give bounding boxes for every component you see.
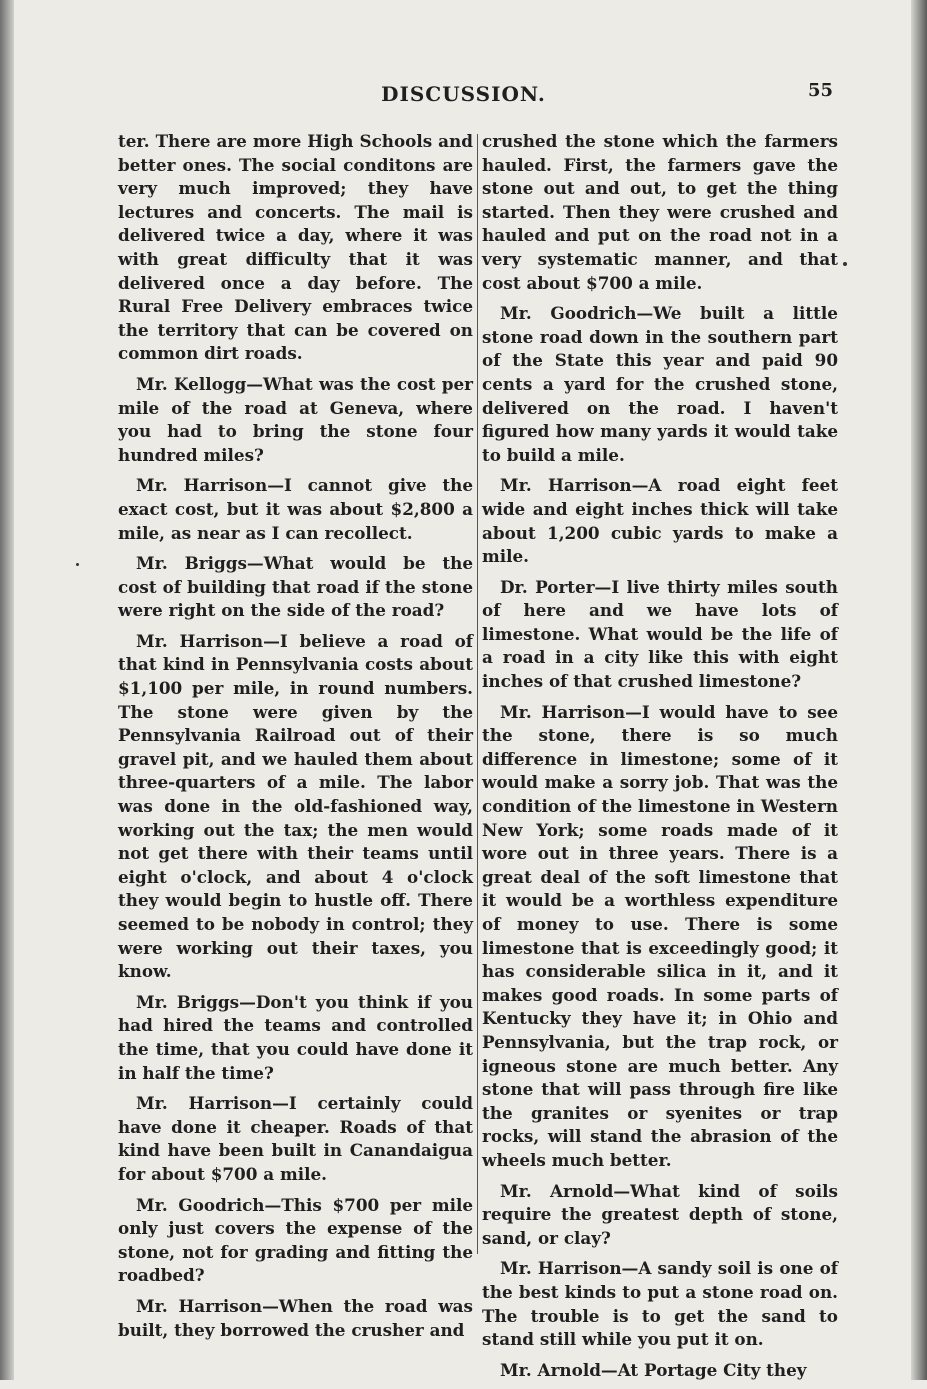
page-edge-shadow-left bbox=[0, 0, 14, 1380]
paragraph: Mr. Harrison—A road eight feet wide and eight inches thick will take about 1,200 cubic yards to make a mile. bbox=[482, 475, 838, 567]
paragraph: Mr. Goodrich—We built a little stone road down in the southern part of the State this year and paid 90 cents a yard for the crushed stone, delivered on the road. I haven't figured how many yards it would take to build a mile. bbox=[482, 303, 838, 465]
paragraph: Mr. Goodrich—This $700 per mile only just covers the expense of the stone, not for grading and fitting the roadbed? bbox=[118, 1194, 473, 1286]
page-edge-shadow-right bbox=[911, 0, 927, 1380]
paragraph: Mr. Harrison—I certainly could have done it cheaper. Roads of that kind have been built in Canandaigua for about $700 a mile. bbox=[118, 1093, 473, 1184]
ink-speck bbox=[76, 563, 79, 566]
paragraph: Mr. Harrison—I believe a road of that kind in Pennsylvania costs about $1,100 per mile, in round numbers. The stone were given by the Pennsylvania Railroad out of their gravel pit, and we hauled them about three-quarters of a mile. The labor was done in the old-fashioned way, working out the tax; the men would not get there with their teams until eight o'clock, and about 4 o'clock they would begin to hustle off. There seemed to be nobody in control; they were working out their taxes, you know. bbox=[118, 630, 473, 982]
paragraph: Mr. Briggs—What would be the cost of building that road if the stone were right on the side of the road? bbox=[118, 553, 473, 621]
paragraph: Mr. Harrison—A sandy soil is one of the best kinds to put a stone road on. The trouble is to get the sand to stand still while you put it on. bbox=[482, 1258, 838, 1350]
paragraph: Mr. Arnold—What kind of soils require the greatest depth of stone, sand, or clay? bbox=[482, 1180, 838, 1248]
right-text-column bbox=[482, 130, 838, 1389]
paragraph: Mr. Harrison—I cannot give the exact cost, but it was about $2,800 a mile, as near as I can recollect. bbox=[118, 475, 473, 543]
column-divider bbox=[477, 134, 478, 1254]
left-text-column bbox=[118, 130, 473, 1349]
paragraph: Mr. Arnold—At Portage City they bbox=[500, 1359, 807, 1380]
paragraph: Mr. Briggs—Don't you think if you had hired the teams and controlled the time, that you could have done it in half the time? bbox=[118, 991, 473, 1083]
running-header-title: DISCUSSION. bbox=[381, 82, 546, 106]
paragraph: crushed the stone which the farmers hauled. First, the farmers gave the stone out and out, to get the thing started. Then they were crushed and hauled and put on the road not in a very systematic manner, and that cost about $700 a mile. bbox=[482, 131, 838, 293]
page-number: 55 bbox=[808, 80, 834, 101]
paragraph: Mr. Harrison—I would have to see the stone, there is so much difference in limestone; some of it would make a sorry job. That was the condition of the limestone in Western New York; some roads made of it wore out in three years. There is a great deal of the soft limestone that it would be a worthless expenditure of money to use. There is some limestone that is exceedingly good; it has considerable silica in it, and it makes good roads. In some parts of Kentucky they have it; in Ohio and Pennsylvania, but the trap rock, or igneous stone are much better. Any stone that will pass through fire like the granites or syenites or trap rocks, will stand the abrasion of the wheels much better. bbox=[482, 701, 838, 1170]
ink-speck bbox=[843, 262, 847, 266]
paragraph: Dr. Porter—I live thirty miles south of here and we have lots of limestone. What would be the life of a road in a city like this with eight inches of that crushed limestone? bbox=[482, 576, 838, 692]
paragraph: Mr. Harrison—When the road was built, they borrowed the crusher and bbox=[118, 1295, 473, 1340]
paragraph: Mr. Kellogg—What was the cost per mile of the road at Geneva, where you had to bring the stone four hundred miles? bbox=[118, 373, 473, 465]
paragraph: ter. There are more High Schools and better ones. The social conditons are very much improved; they have lectures and concerts. The mail is delivered twice a day, where it was with great difficulty that it was delivered once a day before. The Rural Free Delivery embraces twice the territory that can be covered on common dirt roads. bbox=[118, 131, 473, 364]
